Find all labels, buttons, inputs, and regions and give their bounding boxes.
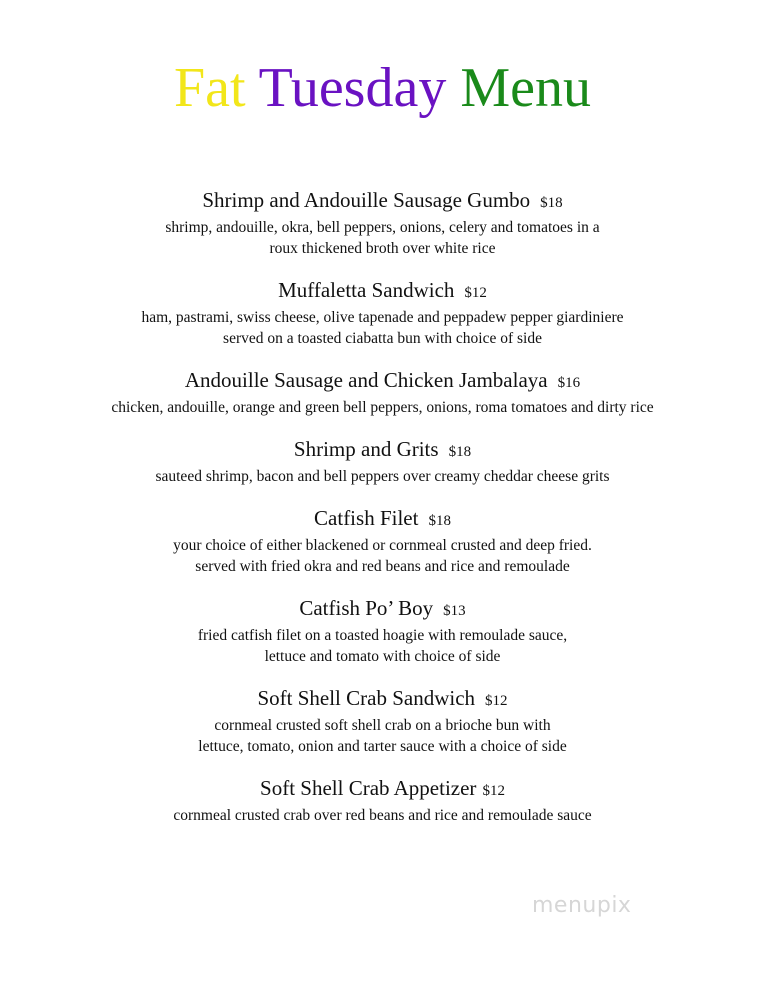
menu-item-description: fried catfish filet on a toasted hoagie with remoulade sauce, lettuce and tomato with choice of side [197, 627, 568, 665]
title-word-menu: Menu [460, 57, 591, 119]
menu-item-heading [0, 684, 765, 715]
menupix-watermark: menupix [532, 893, 632, 918]
title-word-fat: Fat [174, 57, 246, 119]
menu-item-price: $18 [448, 444, 472, 460]
menu-item-description: sauteed shrimp, bacon and bell peppers over creamy cheddar cheese grits [155, 468, 610, 485]
menu-item-heading [0, 276, 765, 307]
menu-item [0, 594, 765, 667]
menu-item-description: ham, pastrami, swiss cheese, olive tapenade and peppadew pepper giardiniere served on a toasted ciabatta bun with choice of side [141, 309, 624, 347]
menu-item-price: $18 [428, 513, 451, 529]
menu-item [0, 435, 765, 487]
menu-item-price: $18 [540, 195, 563, 211]
menu-item-description: cornmeal crusted crab over red beans and rice and remoulade sauce [173, 807, 592, 824]
menu-item-name: Shrimp and Andouille Sausage Gumbo [202, 188, 531, 212]
menu-item-name: Catfish Po’ Boy [299, 596, 434, 620]
menu-item [0, 366, 765, 418]
menu-item-description: cornmeal crusted soft shell crab on a brioche bun with lettuce, tomato, onion and tarter sauce with a choice of side [198, 717, 567, 755]
menu-item-name: Andouille Sausage and Chicken Jambalaya [184, 368, 548, 392]
menu-item-heading [0, 504, 765, 535]
menu-item-name: Soft Shell Crab Appetizer [260, 776, 477, 800]
menu-item-heading [0, 594, 765, 625]
menu-item-heading [0, 774, 765, 805]
menu-item-name: Soft Shell Crab Sandwich [257, 686, 476, 710]
menu-item-heading [0, 435, 765, 466]
menu-item-price: $12 [485, 693, 508, 709]
menu-item [0, 186, 765, 259]
menu-item-price: $12 [464, 285, 487, 301]
title-word-tuesday: Tuesday [258, 57, 447, 119]
menu-title [0, 56, 765, 120]
menu-item-description: shrimp, andouille, okra, bell peppers, onions, celery and tomatoes in a roux thickened broth over white rice [165, 219, 600, 257]
menu-item-heading [0, 366, 765, 397]
menu-item-price: $12 [482, 783, 505, 799]
menu-item-name: Muffaletta Sandwich [278, 278, 455, 302]
menu-item [0, 684, 765, 757]
menu-item [0, 774, 765, 826]
menu-item-name: Shrimp and Grits [293, 437, 439, 461]
menu-item-price: $16 [557, 375, 581, 391]
menu-item-heading [0, 186, 765, 217]
menu-item-description: your choice of either blackened or cornmeal crusted and deep fried. served with fried okra and red beans and rice and remoulade [173, 537, 592, 575]
menu-item-price: $13 [443, 603, 466, 619]
menu-item-description: chicken, andouille, orange and green bell peppers, onions, roma tomatoes and dirty rice [111, 399, 654, 416]
menu-item [0, 504, 765, 577]
menu-item-name: Catfish Filet [314, 506, 419, 530]
menu-item [0, 276, 765, 349]
